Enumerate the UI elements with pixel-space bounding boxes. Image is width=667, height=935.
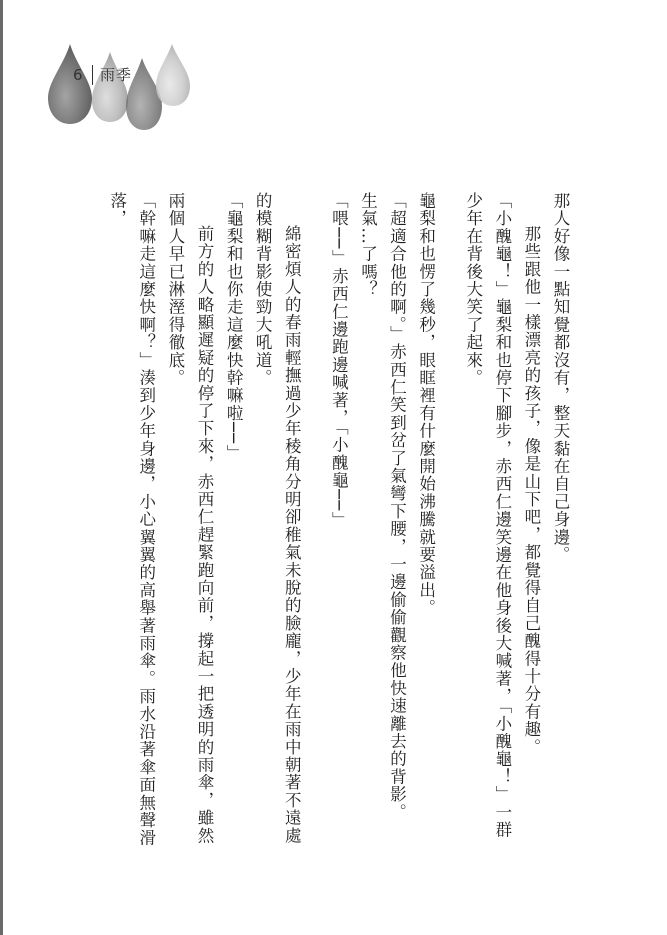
paragraph-6: 生氣…了嗎？ (358, 192, 378, 299)
paragraph-1: 那人好像一點知覺都沒有，整天黏在自己身邊。 (551, 192, 570, 564)
body-text (95, 192, 575, 852)
chapter-title: 雨季 (100, 66, 133, 84)
header-divider (92, 65, 93, 85)
paragraph-7: 「喂──」赤西仁邊跑邊喊著，「小醜龜──」 (329, 192, 349, 530)
raindrop-icon (156, 44, 190, 106)
paragraph-11: 「幹嘛走這麼快啊？」湊到少年身邊，小心翼翼的高舉著雨傘。雨水沿著傘面無聲滑落， (107, 192, 156, 847)
paragraph-5: 「超適合他的啊。」赤西仁笑到岔了氣彎下腰，一邊偷偷觀察他快速離去的背影。 (387, 192, 407, 821)
paragraph-3: 「小醜龜！」龜梨和也停下腳步，赤西仁邊笑邊在他身後大喊著，「小醜龜！」一群少年在背後大笑了起來。 (463, 192, 512, 839)
paragraph-10: 前方的人略顯遲疑的停了下來，赤西仁趕緊跑向前，撐起一把透明的雨傘，雖然兩個人早已淋溼得徹底。 (165, 192, 214, 845)
raindrop-illustration (40, 38, 210, 138)
page-edge (0, 0, 3, 935)
paragraph-4: 龜梨和也愣了幾秒，眼眶裡有什麼開始沸騰就要溢出。 (416, 192, 436, 617)
paragraph-2: 那些跟他一樣漂亮的孩子，像是山下吧，都覺得自己醜得十分有趣。 (521, 225, 541, 756)
raindrop-icon (92, 52, 128, 122)
page-header (40, 38, 210, 138)
page-number: 6 (73, 66, 83, 84)
paragraph-9: 「龜梨和也你走這麼快幹嘛啦──」 (224, 192, 244, 463)
paragraph-8: 綿密煩人的春雨輕撫過少年稜角分明卻稚氣未脫的臉龐，少年在雨中朝著不遠處的模糊背影使勁大吼道。 (253, 192, 302, 845)
raindrop-icon (48, 44, 92, 124)
